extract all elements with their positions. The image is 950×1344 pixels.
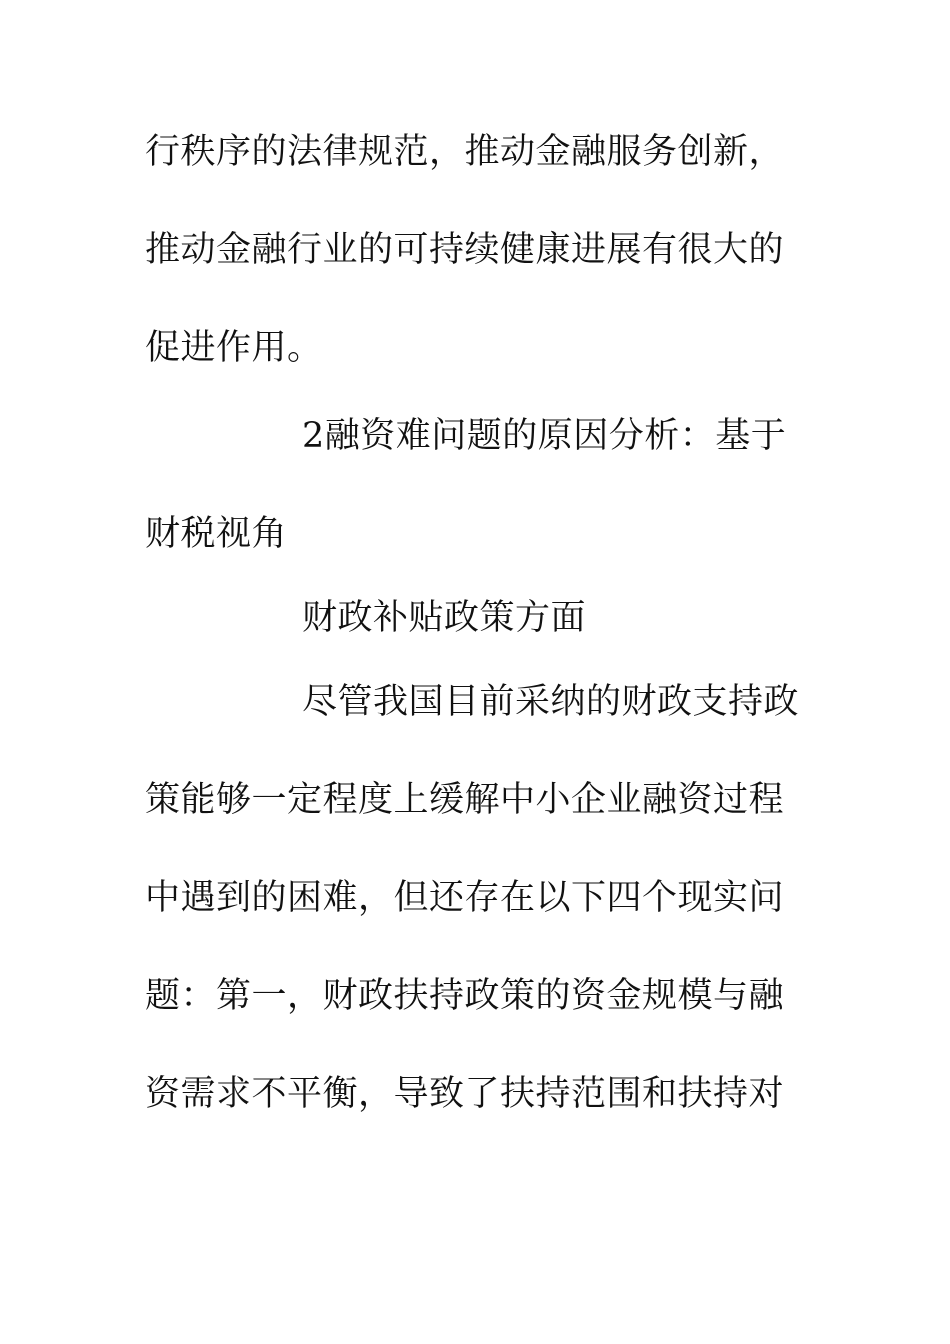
paragraph-line: 题：第一，财政扶持政策的资金规模与融 <box>145 976 785 1016</box>
section-heading-line: 财税视角 <box>145 514 288 554</box>
subsection-heading: 财政补贴政策方面 <box>302 598 587 638</box>
paragraph-line: 促进作用。 <box>145 328 323 368</box>
section-heading-line: 2融资难问题的原因分析：基于 <box>302 416 787 456</box>
paragraph-line: 行秩序的法律规范，推动金融服务创新， <box>145 132 785 172</box>
paragraph-line: 中遇到的困难，但还存在以下四个现实问 <box>145 878 785 918</box>
paragraph-line: 策能够一定程度上缓解中小企业融资过程 <box>145 780 785 820</box>
paragraph-line: 推动金融行业的可持续健康进展有很大的 <box>145 230 785 270</box>
paragraph-line: 尽管我国目前采纳的财政支持政 <box>302 682 800 722</box>
paragraph-line: 资需求不平衡，导致了扶持范围和扶持对 <box>145 1074 785 1114</box>
